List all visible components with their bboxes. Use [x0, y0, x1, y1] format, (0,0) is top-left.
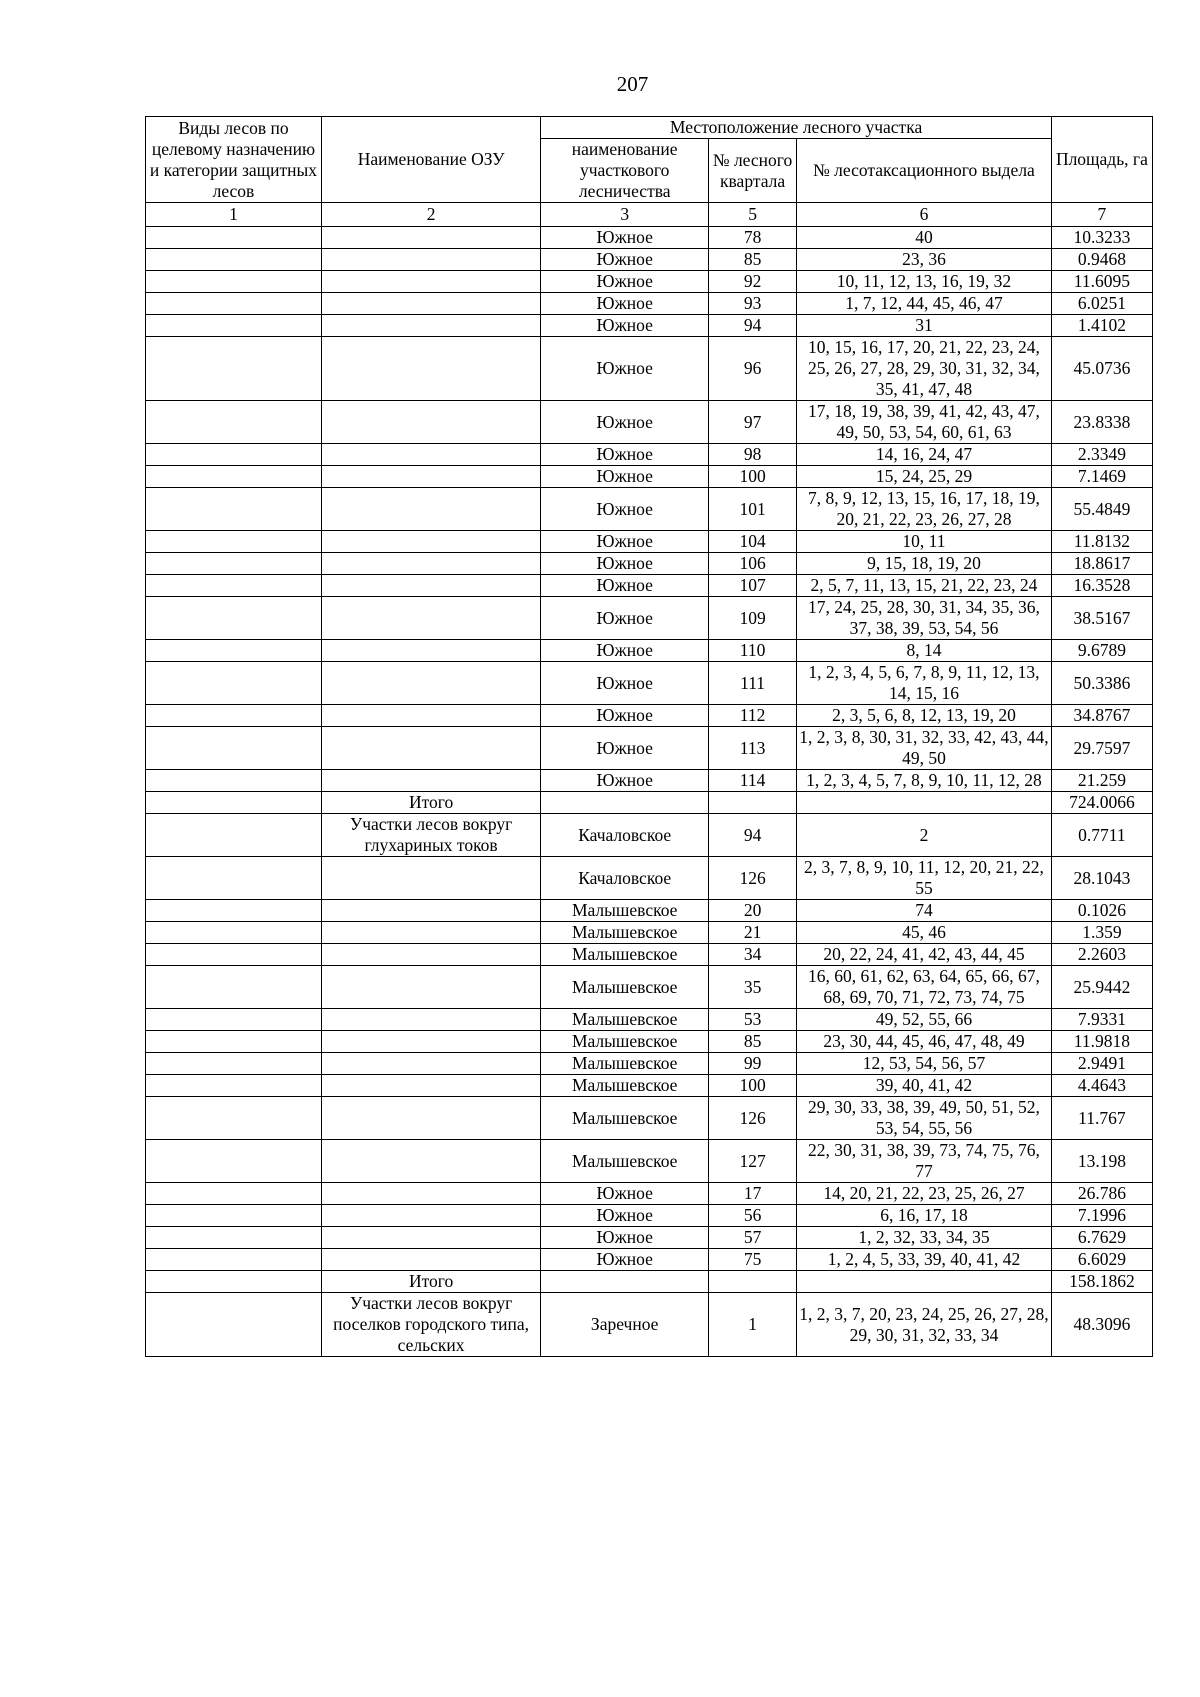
- cell-forest-type: [146, 1205, 322, 1227]
- cell-forestry-name: Южное: [541, 640, 709, 662]
- cell-allotment-numbers: 17, 24, 25, 28, 30, 31, 34, 35, 36, 37, 38, 39, 53, 54, 56: [797, 597, 1052, 640]
- table-row: [146, 575, 1153, 597]
- cell-allotment-numbers: 1, 2, 3, 4, 5, 6, 7, 8, 9, 11, 12, 13, 14, 15, 16: [797, 662, 1052, 705]
- cell-forestry-name: Южное: [541, 553, 709, 575]
- cell-quarter-number: 106: [709, 553, 797, 575]
- cell-forestry-name: Южное: [541, 727, 709, 770]
- cell-allotment-numbers: 12, 53, 54, 56, 57: [797, 1053, 1052, 1075]
- cell-allotment-numbers: 8, 14: [797, 640, 1052, 662]
- cell-forest-type: [146, 575, 322, 597]
- table-row: [146, 488, 1153, 531]
- cell-forestry-name: Качаловское: [541, 857, 709, 900]
- cell-forest-type: [146, 1293, 322, 1357]
- cell-forest-type: [146, 1271, 322, 1293]
- cell-quarter-number: 113: [709, 727, 797, 770]
- cell-allotment-numbers: 14, 20, 21, 22, 23, 25, 26, 27: [797, 1183, 1052, 1205]
- header-forestry-name: наименование участкового лесничества: [541, 139, 709, 203]
- cell-quarter-number: [709, 792, 797, 814]
- cell-quarter-number: 78: [709, 227, 797, 249]
- cell-forestry-name: Малышевское: [541, 944, 709, 966]
- cell-forest-type: [146, 1183, 322, 1205]
- cell-allotment-numbers: 1, 2, 32, 33, 34, 35: [797, 1227, 1052, 1249]
- table-row: [146, 531, 1153, 553]
- table-header: [146, 117, 1153, 227]
- cell-area: 158.1862: [1051, 1271, 1152, 1293]
- cell-forest-type: [146, 337, 322, 401]
- cell-ozu-name: [321, 1053, 540, 1075]
- cell-allotment-numbers: 17, 18, 19, 38, 39, 41, 42, 43, 47, 49, 50, 53, 54, 60, 61, 63: [797, 401, 1052, 444]
- cell-ozu-name: [321, 315, 540, 337]
- table-row: [146, 271, 1153, 293]
- cell-allotment-numbers: 1, 2, 3, 8, 30, 31, 32, 33, 42, 43, 44, 49, 50: [797, 727, 1052, 770]
- cell-area: 13.198: [1051, 1140, 1152, 1183]
- cell-ozu-name: Итого: [321, 1271, 540, 1293]
- total-row: [146, 1271, 1153, 1293]
- column-number: 5: [709, 203, 797, 227]
- cell-ozu-name: [321, 944, 540, 966]
- table-row: [146, 1053, 1153, 1075]
- cell-quarter-number: 17: [709, 1183, 797, 1205]
- cell-quarter-number: 127: [709, 1140, 797, 1183]
- cell-forestry-name: Южное: [541, 1227, 709, 1249]
- cell-area: 38.5167: [1051, 597, 1152, 640]
- cell-forest-type: [146, 1097, 322, 1140]
- cell-forest-type: [146, 1053, 322, 1075]
- cell-allotment-numbers: 2, 5, 7, 11, 13, 15, 21, 22, 23, 24: [797, 575, 1052, 597]
- cell-ozu-name: [321, 444, 540, 466]
- cell-allotment-numbers: [797, 1271, 1052, 1293]
- cell-allotment-numbers: 14, 16, 24, 47: [797, 444, 1052, 466]
- cell-forestry-name: Малышевское: [541, 1140, 709, 1183]
- cell-area: 55.4849: [1051, 488, 1152, 531]
- cell-quarter-number: 94: [709, 315, 797, 337]
- cell-forest-type: [146, 1140, 322, 1183]
- cell-quarter-number: 99: [709, 1053, 797, 1075]
- cell-forestry-name: Южное: [541, 315, 709, 337]
- cell-forestry-name: Малышевское: [541, 966, 709, 1009]
- cell-forestry-name: Южное: [541, 249, 709, 271]
- table-row: [146, 1205, 1153, 1227]
- table-row: [146, 1249, 1153, 1271]
- cell-allotment-numbers: 6, 16, 17, 18: [797, 1205, 1052, 1227]
- cell-forest-type: [146, 727, 322, 770]
- cell-ozu-name: [321, 1183, 540, 1205]
- table-row: [146, 293, 1153, 315]
- cell-ozu-name: Участки лесов вокруг глухариных токов: [321, 814, 540, 857]
- cell-ozu-name: [321, 1227, 540, 1249]
- cell-forest-type: [146, 553, 322, 575]
- cell-quarter-number: 126: [709, 1097, 797, 1140]
- cell-area: 7.1469: [1051, 466, 1152, 488]
- table-row: [146, 1009, 1153, 1031]
- cell-ozu-name: [321, 531, 540, 553]
- table-row: [146, 770, 1153, 792]
- cell-forest-type: [146, 705, 322, 727]
- cell-ozu-name: [321, 466, 540, 488]
- cell-area: 28.1043: [1051, 857, 1152, 900]
- cell-quarter-number: 100: [709, 1075, 797, 1097]
- forest-plots-table: [145, 116, 1153, 1357]
- cell-forest-type: [146, 531, 322, 553]
- cell-area: 18.8617: [1051, 553, 1152, 575]
- cell-quarter-number: 109: [709, 597, 797, 640]
- table-row: [146, 1183, 1153, 1205]
- cell-allotment-numbers: [797, 792, 1052, 814]
- cell-ozu-name: [321, 1009, 540, 1031]
- table-row: [146, 966, 1153, 1009]
- cell-ozu-name: [321, 1205, 540, 1227]
- cell-area: 7.9331: [1051, 1009, 1152, 1031]
- cell-area: 6.7629: [1051, 1227, 1152, 1249]
- cell-quarter-number: 112: [709, 705, 797, 727]
- cell-area: 11.9818: [1051, 1031, 1152, 1053]
- cell-forest-type: [146, 1031, 322, 1053]
- cell-ozu-name: [321, 488, 540, 531]
- cell-quarter-number: 92: [709, 271, 797, 293]
- cell-forestry-name: Южное: [541, 662, 709, 705]
- cell-ozu-name: [321, 337, 540, 401]
- cell-forestry-name: Южное: [541, 271, 709, 293]
- table-row: [146, 1075, 1153, 1097]
- cell-allotment-numbers: 39, 40, 41, 42: [797, 1075, 1052, 1097]
- cell-quarter-number: 35: [709, 966, 797, 1009]
- cell-forest-type: [146, 488, 322, 531]
- table-row: [146, 1227, 1153, 1249]
- cell-area: 26.786: [1051, 1183, 1152, 1205]
- cell-ozu-name: Участки лесов вокруг поселков городского типа, сельских: [321, 1293, 540, 1357]
- table-row: [146, 401, 1153, 444]
- cell-area: 0.7711: [1051, 814, 1152, 857]
- cell-area: 21.259: [1051, 770, 1152, 792]
- cell-allotment-numbers: 22, 30, 31, 38, 39, 73, 74, 75, 76, 77: [797, 1140, 1052, 1183]
- cell-forestry-name: Южное: [541, 444, 709, 466]
- table-row: [146, 814, 1153, 857]
- cell-forest-type: [146, 227, 322, 249]
- cell-allotment-numbers: 29, 30, 33, 38, 39, 49, 50, 51, 52, 53, 54, 55, 56: [797, 1097, 1052, 1140]
- cell-ozu-name: [321, 640, 540, 662]
- cell-forestry-name: Малышевское: [541, 1031, 709, 1053]
- cell-forest-type: [146, 1227, 322, 1249]
- cell-forest-type: [146, 857, 322, 900]
- table-row: [146, 857, 1153, 900]
- cell-area: 48.3096: [1051, 1293, 1152, 1357]
- cell-forest-type: [146, 466, 322, 488]
- cell-ozu-name: [321, 857, 540, 900]
- table-row: [146, 337, 1153, 401]
- cell-quarter-number: 53: [709, 1009, 797, 1031]
- total-row: [146, 792, 1153, 814]
- cell-forest-type: [146, 401, 322, 444]
- cell-ozu-name: [321, 227, 540, 249]
- cell-area: 23.8338: [1051, 401, 1152, 444]
- table-row: [146, 640, 1153, 662]
- cell-area: 0.9468: [1051, 249, 1152, 271]
- cell-ozu-name: Итого: [321, 792, 540, 814]
- cell-forest-type: [146, 966, 322, 1009]
- cell-quarter-number: [709, 1271, 797, 1293]
- cell-allotment-numbers: 45, 46: [797, 922, 1052, 944]
- cell-ozu-name: [321, 922, 540, 944]
- table-row: [146, 466, 1153, 488]
- header-quarter-number: № лесного квартала: [709, 139, 797, 203]
- table-row: [146, 444, 1153, 466]
- cell-allotment-numbers: 2: [797, 814, 1052, 857]
- cell-area: 45.0736: [1051, 337, 1152, 401]
- cell-forestry-name: Качаловское: [541, 814, 709, 857]
- cell-allotment-numbers: 7, 8, 9, 12, 13, 15, 16, 17, 18, 19, 20, 21, 22, 23, 26, 27, 28: [797, 488, 1052, 531]
- cell-allotment-numbers: 1, 2, 3, 7, 20, 23, 24, 25, 26, 27, 28, 29, 30, 31, 32, 33, 34: [797, 1293, 1052, 1357]
- cell-ozu-name: [321, 900, 540, 922]
- cell-area: 2.9491: [1051, 1053, 1152, 1075]
- cell-area: 11.8132: [1051, 531, 1152, 553]
- cell-forest-type: [146, 662, 322, 705]
- cell-forestry-name: Малышевское: [541, 1075, 709, 1097]
- cell-area: 4.4643: [1051, 1075, 1152, 1097]
- cell-quarter-number: 34: [709, 944, 797, 966]
- column-number: 7: [1051, 203, 1152, 227]
- table-row: [146, 597, 1153, 640]
- cell-area: 1.359: [1051, 922, 1152, 944]
- table-row: [146, 249, 1153, 271]
- cell-area: 1.4102: [1051, 315, 1152, 337]
- cell-area: 10.3233: [1051, 227, 1152, 249]
- table-row: [146, 705, 1153, 727]
- cell-allotment-numbers: 10, 11: [797, 531, 1052, 553]
- cell-forest-type: [146, 1249, 322, 1271]
- cell-area: 724.0066: [1051, 792, 1152, 814]
- cell-forestry-name: Южное: [541, 466, 709, 488]
- cell-allotment-numbers: 10, 15, 16, 17, 20, 21, 22, 23, 24, 25, 26, 27, 28, 29, 30, 31, 32, 34, 35, 41, 47, 48: [797, 337, 1052, 401]
- cell-quarter-number: 94: [709, 814, 797, 857]
- cell-forestry-name: Южное: [541, 575, 709, 597]
- cell-forestry-name: [541, 1271, 709, 1293]
- cell-allotment-numbers: 2, 3, 7, 8, 9, 10, 11, 12, 20, 21, 22, 55: [797, 857, 1052, 900]
- cell-allotment-numbers: 74: [797, 900, 1052, 922]
- cell-forestry-name: Южное: [541, 1249, 709, 1271]
- cell-area: 0.1026: [1051, 900, 1152, 922]
- cell-forest-type: [146, 900, 322, 922]
- cell-allotment-numbers: 1, 7, 12, 44, 45, 46, 47: [797, 293, 1052, 315]
- table-row: [146, 227, 1153, 249]
- cell-forestry-name: Южное: [541, 227, 709, 249]
- header-area: Площадь, га: [1051, 117, 1152, 203]
- cell-ozu-name: [321, 293, 540, 315]
- cell-forestry-name: Малышевское: [541, 1009, 709, 1031]
- table-row: [146, 922, 1153, 944]
- table-row: [146, 1097, 1153, 1140]
- cell-forestry-name: Малышевское: [541, 1097, 709, 1140]
- cell-forest-type: [146, 597, 322, 640]
- cell-area: 2.2603: [1051, 944, 1152, 966]
- cell-area: 11.6095: [1051, 271, 1152, 293]
- cell-forest-type: [146, 271, 322, 293]
- header-ozu-name: Наименование ОЗУ: [321, 117, 540, 203]
- cell-forestry-name: [541, 792, 709, 814]
- cell-forestry-name: Южное: [541, 337, 709, 401]
- cell-forest-type: [146, 944, 322, 966]
- cell-forest-type: [146, 814, 322, 857]
- cell-area: 7.1996: [1051, 1205, 1152, 1227]
- cell-ozu-name: [321, 553, 540, 575]
- cell-forest-type: [146, 770, 322, 792]
- cell-forestry-name: Южное: [541, 705, 709, 727]
- cell-area: 6.6029: [1051, 1249, 1152, 1271]
- table-row: [146, 944, 1153, 966]
- cell-forestry-name: Южное: [541, 597, 709, 640]
- cell-ozu-name: [321, 770, 540, 792]
- cell-quarter-number: 20: [709, 900, 797, 922]
- cell-forestry-name: Малышевское: [541, 922, 709, 944]
- cell-ozu-name: [321, 249, 540, 271]
- cell-quarter-number: 114: [709, 770, 797, 792]
- cell-forestry-name: Южное: [541, 1183, 709, 1205]
- cell-forest-type: [146, 249, 322, 271]
- cell-allotment-numbers: 1, 2, 4, 5, 33, 39, 40, 41, 42: [797, 1249, 1052, 1271]
- cell-ozu-name: [321, 1075, 540, 1097]
- table-row: [146, 662, 1153, 705]
- column-number: 2: [321, 203, 540, 227]
- cell-allotment-numbers: 16, 60, 61, 62, 63, 64, 65, 66, 67, 68, 69, 70, 71, 72, 73, 74, 75: [797, 966, 1052, 1009]
- cell-ozu-name: [321, 271, 540, 293]
- cell-quarter-number: 85: [709, 1031, 797, 1053]
- table-body: [146, 227, 1153, 1357]
- cell-quarter-number: 97: [709, 401, 797, 444]
- cell-forestry-name: Малышевское: [541, 1053, 709, 1075]
- header-allotment-number: № лесотаксационного выдела: [797, 139, 1052, 203]
- cell-allotment-numbers: 23, 36: [797, 249, 1052, 271]
- cell-ozu-name: [321, 662, 540, 705]
- cell-allotment-numbers: 2, 3, 5, 6, 8, 12, 13, 19, 20: [797, 705, 1052, 727]
- cell-forestry-name: Южное: [541, 401, 709, 444]
- cell-forestry-name: Южное: [541, 770, 709, 792]
- cell-allotment-numbers: 9, 15, 18, 19, 20: [797, 553, 1052, 575]
- header-location-group: Местоположение лесного участка: [541, 117, 1052, 139]
- table-row: [146, 1031, 1153, 1053]
- cell-forestry-name: Южное: [541, 488, 709, 531]
- cell-quarter-number: 98: [709, 444, 797, 466]
- cell-forestry-name: Южное: [541, 531, 709, 553]
- cell-allotment-numbers: 23, 30, 44, 45, 46, 47, 48, 49: [797, 1031, 1052, 1053]
- cell-ozu-name: [321, 597, 540, 640]
- cell-ozu-name: [321, 1249, 540, 1271]
- cell-allotment-numbers: 20, 22, 24, 41, 42, 43, 44, 45: [797, 944, 1052, 966]
- column-number-row: [146, 203, 1153, 227]
- cell-forest-type: [146, 640, 322, 662]
- cell-quarter-number: 93: [709, 293, 797, 315]
- cell-allotment-numbers: 10, 11, 12, 13, 16, 19, 32: [797, 271, 1052, 293]
- cell-forestry-name: Малышевское: [541, 900, 709, 922]
- cell-ozu-name: [321, 575, 540, 597]
- cell-area: 9.6789: [1051, 640, 1152, 662]
- cell-allotment-numbers: 31: [797, 315, 1052, 337]
- cell-forest-type: [146, 444, 322, 466]
- cell-quarter-number: 75: [709, 1249, 797, 1271]
- cell-area: 34.8767: [1051, 705, 1152, 727]
- cell-forestry-name: Южное: [541, 293, 709, 315]
- cell-quarter-number: 100: [709, 466, 797, 488]
- cell-forest-type: [146, 922, 322, 944]
- cell-ozu-name: [321, 727, 540, 770]
- cell-forest-type: [146, 1075, 322, 1097]
- cell-ozu-name: [321, 966, 540, 1009]
- cell-allotment-numbers: 49, 52, 55, 66: [797, 1009, 1052, 1031]
- cell-allotment-numbers: 15, 24, 25, 29: [797, 466, 1052, 488]
- cell-forest-type: [146, 293, 322, 315]
- cell-ozu-name: [321, 1031, 540, 1053]
- cell-area: 6.0251: [1051, 293, 1152, 315]
- cell-area: 29.7597: [1051, 727, 1152, 770]
- cell-ozu-name: [321, 705, 540, 727]
- cell-forest-type: [146, 1009, 322, 1031]
- cell-quarter-number: 85: [709, 249, 797, 271]
- cell-ozu-name: [321, 1140, 540, 1183]
- cell-quarter-number: 101: [709, 488, 797, 531]
- cell-quarter-number: 110: [709, 640, 797, 662]
- cell-quarter-number: 111: [709, 662, 797, 705]
- cell-quarter-number: 107: [709, 575, 797, 597]
- cell-quarter-number: 57: [709, 1227, 797, 1249]
- cell-allotment-numbers: 40: [797, 227, 1052, 249]
- cell-quarter-number: 21: [709, 922, 797, 944]
- cell-area: 16.3528: [1051, 575, 1152, 597]
- cell-ozu-name: [321, 1097, 540, 1140]
- cell-area: 50.3386: [1051, 662, 1152, 705]
- cell-quarter-number: 104: [709, 531, 797, 553]
- table-row: [146, 1293, 1153, 1357]
- cell-ozu-name: [321, 401, 540, 444]
- column-number: 6: [797, 203, 1052, 227]
- column-number: 3: [541, 203, 709, 227]
- page-number: 207: [616, 72, 649, 96]
- cell-forest-type: [146, 315, 322, 337]
- cell-forestry-name: Южное: [541, 1205, 709, 1227]
- header-forest-type: Виды лесов по целевому назначению и категории защитных лесов: [146, 117, 322, 203]
- cell-quarter-number: 56: [709, 1205, 797, 1227]
- cell-area: 25.9442: [1051, 966, 1152, 1009]
- cell-allotment-numbers: 1, 2, 3, 4, 5, 7, 8, 9, 10, 11, 12, 28: [797, 770, 1052, 792]
- cell-quarter-number: 1: [709, 1293, 797, 1357]
- table-row: [146, 553, 1153, 575]
- table-row: [146, 900, 1153, 922]
- cell-area: 11.767: [1051, 1097, 1152, 1140]
- table-row: [146, 315, 1153, 337]
- column-number: 1: [146, 203, 322, 227]
- cell-area: 2.3349: [1051, 444, 1152, 466]
- table-row: [146, 727, 1153, 770]
- table-row: [146, 1140, 1153, 1183]
- cell-forest-type: [146, 792, 322, 814]
- cell-forestry-name: Заречное: [541, 1293, 709, 1357]
- cell-quarter-number: 96: [709, 337, 797, 401]
- cell-quarter-number: 126: [709, 857, 797, 900]
